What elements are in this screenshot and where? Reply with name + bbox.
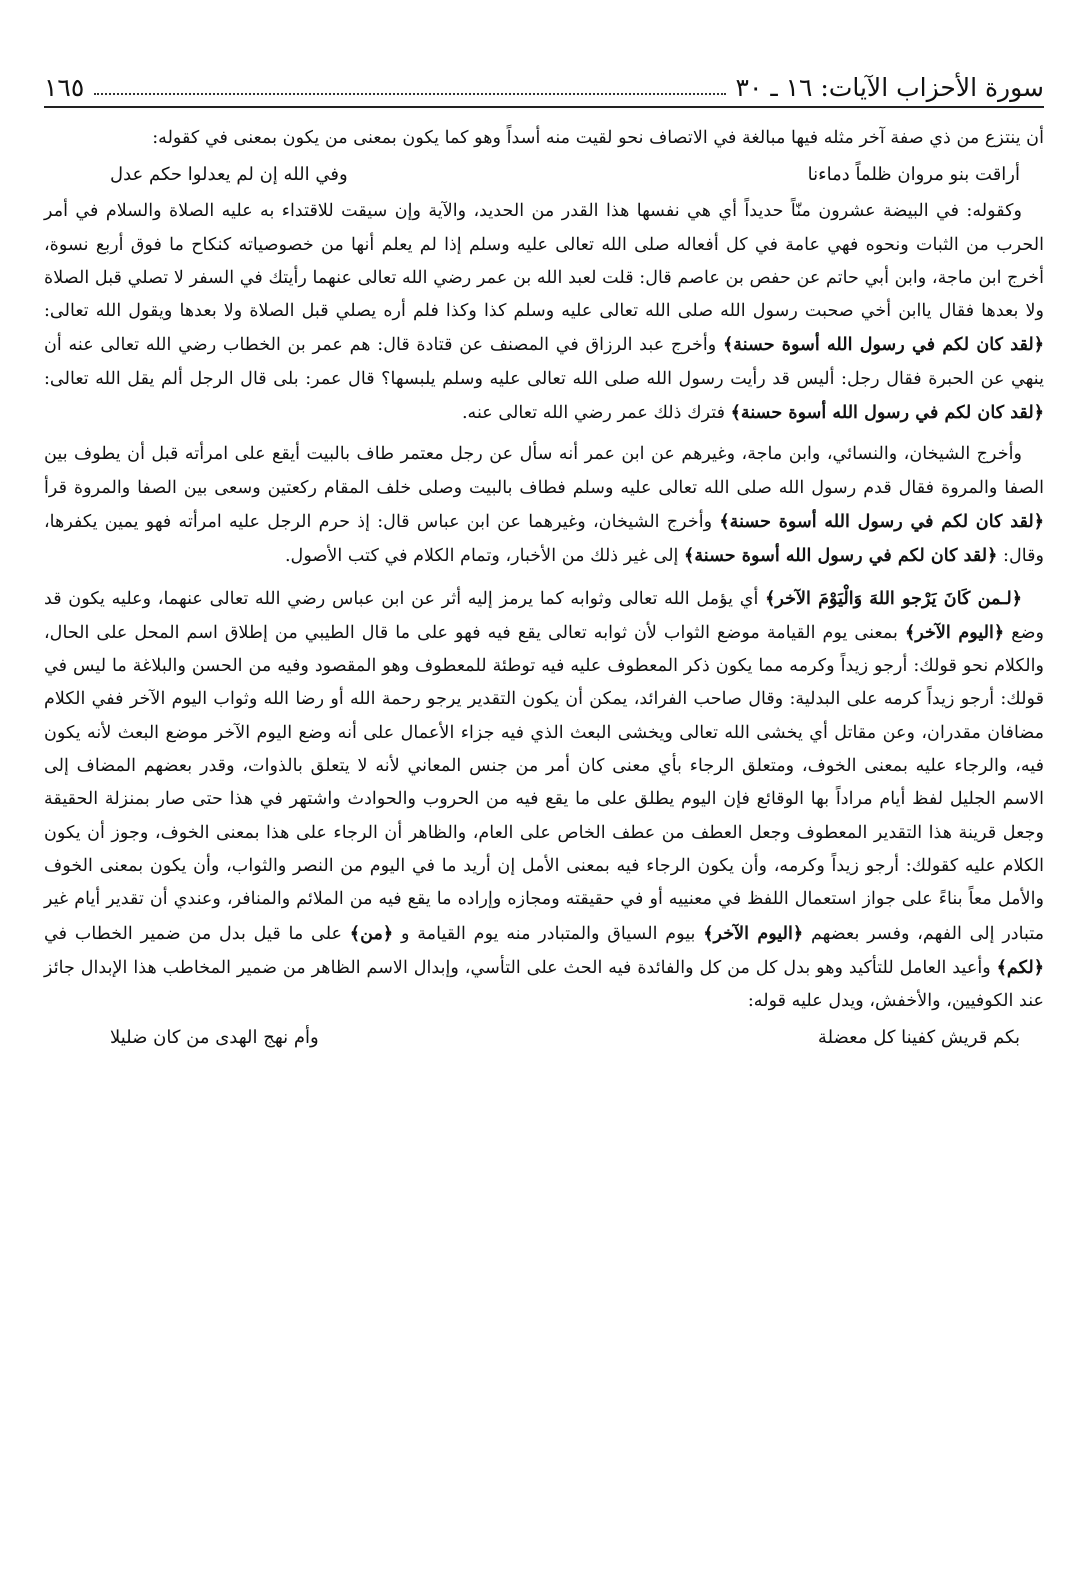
paragraph-2	[44, 195, 1044, 430]
text-run: وكقوله: في البيضة عشرون منّاً حديداً أي هي نفسها هذا القدر من الحديد، والآية وإن سيقت للاقتداء به عليه الصلاة والسلام في أمر الحرب من الثبات ونحوه فهي عامة في كل أفعاله صلى الله تعالى عليه وسلم إذا لم يعلم أنها من خصوصياته كنكاح ما فوق أربع نسوة، أخرج ابن ماجة، وابن أبي حاتم عن حفص بن عاصم قال: قلت لعبد الله بن عمر رضي الله تعالى عنهما رأيتك في السفر لا تصلي قبل الصلاة ولا بعدها فقال ياابن أخي صحبت رسول الله صلى الله تعالى عليه وسلم كذا وكذا فلم أره يصلي قبل الصلاة ولا بعدها ويقول الله تعالى:	[44, 201, 1045, 322]
quran-quote: ﴿من﴾	[349, 922, 394, 944]
text-run: على ما قيل بدل من ضمير الخطاب في	[44, 923, 343, 944]
verse-2-first-hemistich: بكم قريش كفينا كل معضلة	[817, 1027, 1020, 1049]
text-run: أي يؤمل الله تعالى وثوابه كما يرمز إليه أثر عن ابن عباس رضي الله تعالى عنهما، وعليه يكون قد وضع	[44, 588, 1045, 643]
verse-1-second-hemistich: وفي الله إن لم يعدلوا حكم عدل	[110, 164, 348, 186]
leader-dots	[94, 93, 725, 95]
quran-quote: ﴿اليوم الآخر﴾	[904, 621, 1005, 643]
quran-quote: ﴿اليوم الآخر﴾	[703, 922, 804, 944]
text-run: وأخرج الشيخان، والنسائي، وابن ماجة، وغيرهم عن ابن عمر أنه سأل عن رجل معتمر طاف بالبيت أيقع على امرأته قبل أن يطوف بين الصفا والمروة فقال قدم رسول الله صلى الله تعالى عليه وسلم فطاف بالبيت وصلى خلف المقام ركعتين وسعى بين الصفا والمروة قرأ	[44, 444, 1044, 498]
text-run: وأخرج عبد الرزاق في المصنف عن قتادة قال: هم عمر بن الخطاب رضي الله تعالى عنه أن ينهي عن الحبرة فقال رجل: أليس قد رأيت رسول الله صلى الله تعالى عليه وسلم يلبسها؟ قال عمر: بلى قال الرجل ألم يقل الله تعالى:	[44, 335, 1044, 389]
text-run: فترك ذلك عمر رضي الله تعالى عنه.	[461, 403, 726, 424]
page-header	[44, 62, 1044, 108]
text-run: بيوم السياق والمتبادر منه يوم القيامة و	[401, 923, 696, 944]
quran-quote: ﴿لقد كان لكم في رسول الله أسوة حسنة﴾	[684, 545, 998, 567]
text-run: وأخرج الشيخان، وغيرهما عن ابن عباس قال: إذ حرم الرجل عليه امرأته فهو يمين يكفرها، وقال:	[44, 511, 1044, 567]
document-page	[44, 62, 1044, 1552]
running-title: سورة الأحزاب الآيات: ١٦ ـ ٣٠	[735, 73, 1044, 102]
paragraph-1: أن ينتزع من ذي صفة آخر مثله فيها مبالغة في الاتصاف نحو لقيت منه أسداً وهو كما يكون بمعنى من يكون بمعنى في كقوله:	[152, 128, 1044, 148]
quran-quote: ﴿لكم﴾	[996, 956, 1045, 978]
page-number: ١٦٥	[44, 73, 85, 102]
paragraph-3	[44, 438, 1044, 573]
page-body	[44, 122, 1044, 1058]
text-run: إلى غير ذلك من الأخبار، وتمام الكلام في كتب الأصول.	[284, 546, 679, 567]
poetry-verse-2	[44, 1018, 1044, 1058]
text-run: وأعيد العامل للتأكيد وهو بدل كل من كل والفائدة فيه الحث على التأسي، وإبدال الاسم الظاهر من ضمير المخاطب هذا الإبدال جائز عند الكوفيين، والأخفش، ويدل عليه قوله:	[44, 957, 1044, 1012]
paragraph-4	[44, 582, 1044, 1019]
quran-quote: ﴿لقد كان لكم في رسول الله أسوة حسنة﴾	[719, 510, 1045, 532]
quran-quote: ﴿لقد كان لكم في رسول الله أسوة حسنة﴾	[722, 334, 1045, 356]
quran-quote: ﴿لقد كان لكم في رسول الله أسوة حسنة﴾	[730, 402, 1044, 424]
poetry-verse-1	[44, 155, 1044, 195]
verse-1-first-hemistich: أراقت بنو مروان ظلماً دماءنا	[807, 164, 1020, 186]
quran-quote: ﴿لـمن كَانَ يَرْجو اللهَ وَالْيَوْمَ الآخر﴾	[765, 587, 1023, 609]
text-run: بمعنى يوم القيامة موضع الثواب لأن ثوابه تعالى يقع فيه فهو على ما قال الطيبي من إطلاق اسم المحل على الحال، والكلام نحو قولك: أرجو زيداً وكرمه مما يكون ذكر المعطوف عليه فيه توطئة للمعطوف وهو المقصود وفيه من الحسن والبلاغة ما ليس في قولك: أرجو زيداً كرمه على البدلية: وقال صاحب الفرائد، يمكن أن يكون التقدير يرجو رحمة الله أو رضا الله وثواب اليوم الآخر ففي الكلام مضافان مقدران، وعن مقاتل أي يخشى الله تعالى ويخشى البعث الذي فيه جزاء الأعمال على أنه وضع اليوم الآخر موضع البعث لأنه يكون فيه، والرجاء عليه بمعنى الخوف، ومتعلق الرجاء بأي معنى كان أمر من جنس المعاني لأنه لا يتعلق بالذوات، وقدر بعضهم المضاف إلى الاسم الجليل لفظ أيام مراداً بها الوقائع فإن اليوم يطلق على ما يقع فيه من الحروب والحوادث واشتهر في هذا حتى صار بمنزلة الحقيقة وجعل قرينة هذا التقدير المعطوف وجعل العطف من عطف الخاص على العام، والظاهر أن الرجاء على هذا بمعنى الخوف، وجوز أن يكون الكلام عليه كقولك: أرجو زيداً وكرمه، وأن يكون الرجاء فيه بمعنى الأمل إن أريد ما في اليوم من النصر والثواب، وأن يكون بمعنى الخوف والأمل معاً بناءً على جواز استعمال اللفظ في معنييه أو في حقيقته ومجازه وإراده ما يقع فيه من الملائم والمنافر، وعندي أن تقدير أيام غير متبادر إلى الفهم، وفسر بعضهم	[44, 622, 1045, 944]
verse-2-second-hemistich: وأم نهج الهدى من كان ضليلا	[110, 1027, 319, 1049]
